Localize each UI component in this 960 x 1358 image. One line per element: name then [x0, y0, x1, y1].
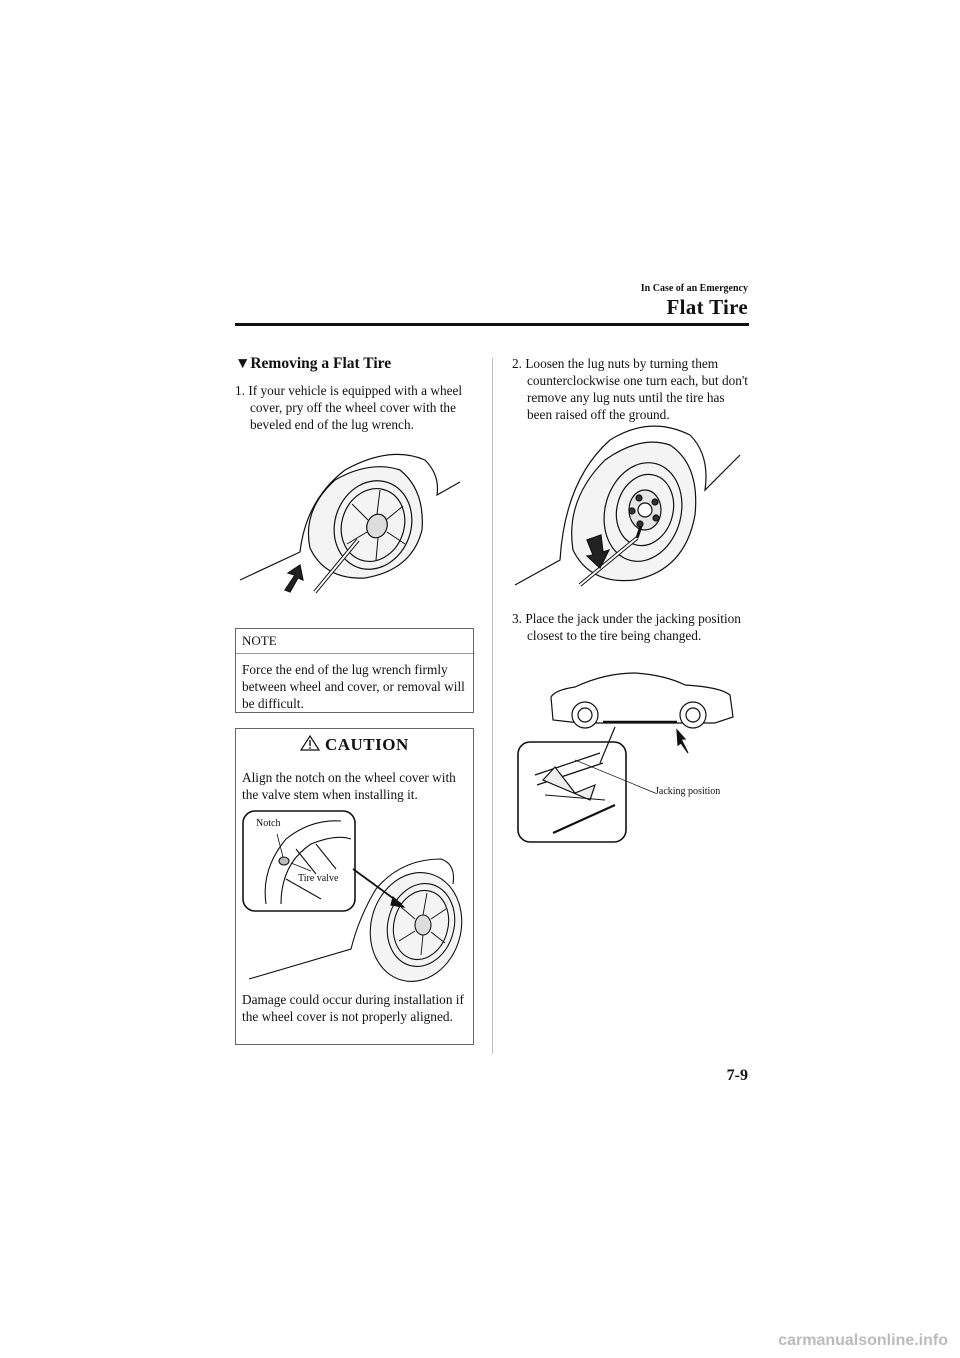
wheel-cover-removal-figure — [240, 440, 465, 600]
warning-triangle-icon — [300, 735, 325, 754]
note-body: Force the end of the lug wrench firmly between wheel and cover, or removal will be difficult. — [242, 662, 465, 711]
section-heading — [235, 355, 391, 373]
loosen-lug-nuts-figure — [515, 420, 745, 595]
jacking-position-figure — [515, 665, 740, 845]
step-2-text: Loosen the lug nuts by turning them counterclockwise one turn each, but don't remove any lug nuts until the tire has been raised off the ground. — [525, 356, 748, 422]
caution-text-1: Align the notch on the wheel cover with the valve stem when installing it. — [242, 770, 456, 802]
step-1-text: If your vehicle is equipped with a wheel cover, pry off the wheel cover with the beveled end of the lug wrench. — [248, 383, 463, 432]
step-2 — [512, 355, 750, 423]
wheel-cover-alignment-figure — [241, 809, 469, 984]
notch-label: Notch — [256, 818, 281, 829]
step-3-text: Place the jack under the jacking position closest to the tire being changed. — [525, 611, 741, 643]
watermark: carmanualsonline.info — [778, 1332, 948, 1349]
note-title: NOTE — [236, 629, 473, 654]
step-1-number: 1. — [235, 383, 245, 398]
jacking-position-label: Jacking position — [655, 786, 721, 797]
section-kicker: In Case of an Emergency — [640, 283, 748, 294]
caution-text-2: Damage could occur during installation if the wheel cover is not properly aligned. — [242, 992, 464, 1024]
heading-text: Removing a Flat Tire — [250, 355, 392, 372]
caution-title: CAUTION — [324, 735, 409, 754]
caution-box — [235, 728, 474, 1045]
column-divider — [492, 358, 493, 1054]
page-title: Flat Tire — [666, 295, 748, 319]
step-3 — [512, 610, 750, 644]
step-1 — [235, 382, 475, 433]
note-box — [235, 628, 474, 713]
page-number: 7-9 — [726, 1067, 748, 1084]
header-rule — [235, 323, 749, 326]
caution-heading — [236, 735, 473, 755]
step-2-number: 2. — [512, 356, 522, 371]
step-3-number: 3. — [512, 611, 522, 626]
tire-valve-label: Tire valve — [298, 873, 339, 884]
triangle-marker-icon: ▼ — [235, 355, 251, 372]
